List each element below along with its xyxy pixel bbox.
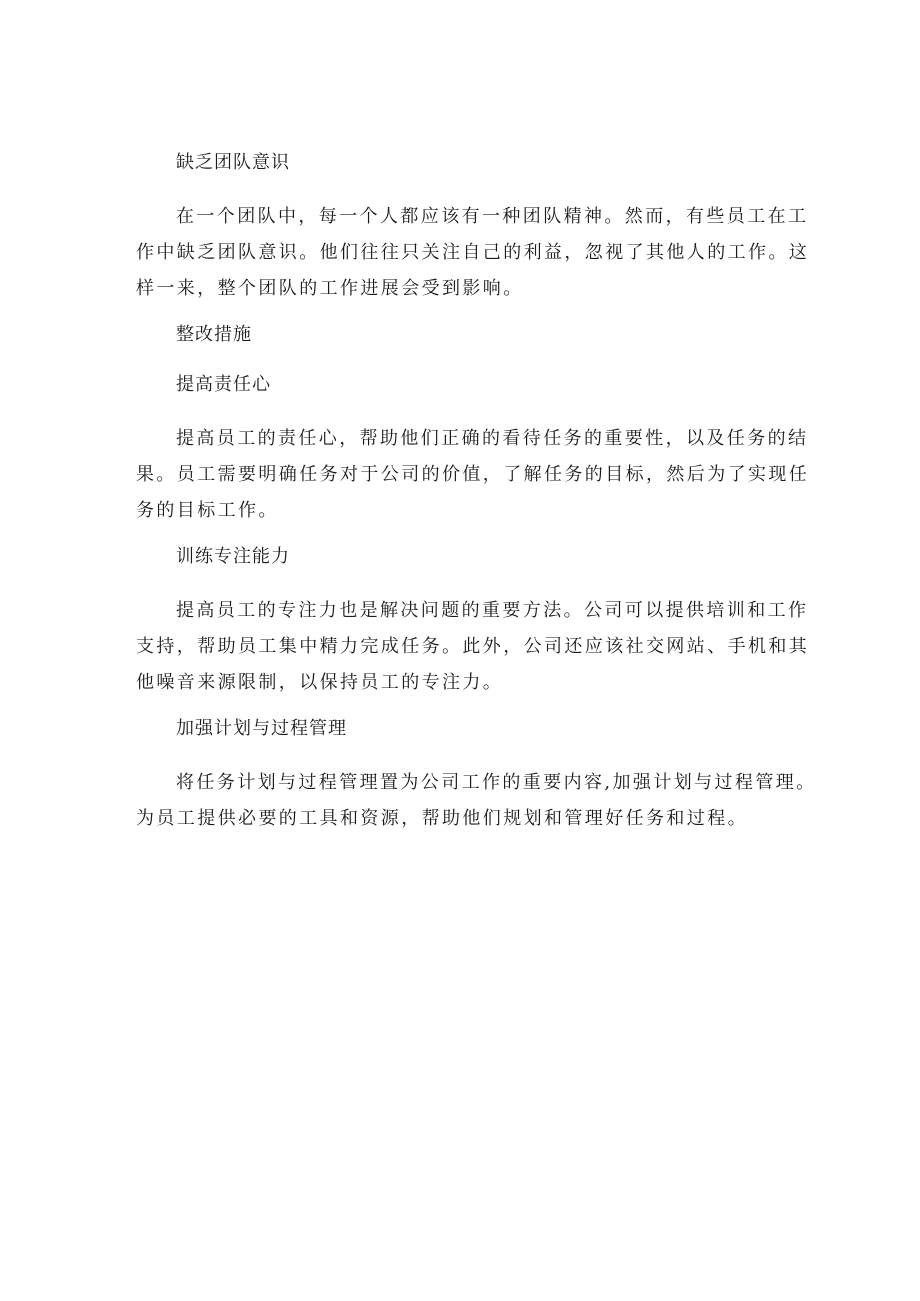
paragraph-line: 作中缺乏团队意识。他们往往只关注自己的利益，忽视了其他人的工作。这	[136, 242, 810, 263]
section-heading-responsibility: 提高责任心	[176, 374, 271, 395]
section-heading-focus: 训练专注能力	[176, 546, 290, 567]
paragraph-teamwork	[136, 199, 810, 307]
section-heading-measures: 整改措施	[176, 324, 252, 345]
document-page	[136, 150, 817, 852]
paragraph-responsibility	[136, 421, 810, 529]
paragraph-line: 提高员工的专注力也是解决问题的重要方法。公司可以提供培训和工作	[176, 600, 809, 621]
paragraph-line: 在一个团队中，每一个人都应该有一种团队精神。然而，有些员工在工	[176, 206, 809, 227]
paragraph-planning	[136, 765, 817, 837]
section-heading-teamwork: 缺乏团队意识	[176, 152, 290, 173]
paragraph-line: 支持，帮助员工集中精力完成任务。此外，公司还应该社交网站、手机和其	[136, 636, 810, 657]
paragraph-focus	[136, 593, 810, 701]
paragraph-line: 为员工提供必要的工具和资源，帮助他们规划和管理好任务和过程。	[136, 808, 748, 829]
paragraph-line: 他噪音来源限制，以保持员工的专注力。	[136, 672, 504, 693]
paragraph-line: 果。员工需要明确任务对于公司的价值，了解任务的目标，然后为了实现任	[136, 464, 810, 485]
paragraph-line: 务的目标工作。	[136, 500, 279, 521]
paragraph-line: 提高员工的责任心，帮助他们正确的看待任务的重要性，以及任务的结	[176, 428, 809, 449]
section-heading-planning: 加强计划与过程管理	[176, 718, 347, 739]
paragraph-line: 样一来，整个团队的工作进展会受到影响。	[136, 278, 524, 299]
paragraph-line: 将任务计划与过程管理置为公司工作的重要内容,加强计划与过程管理。	[176, 772, 817, 793]
